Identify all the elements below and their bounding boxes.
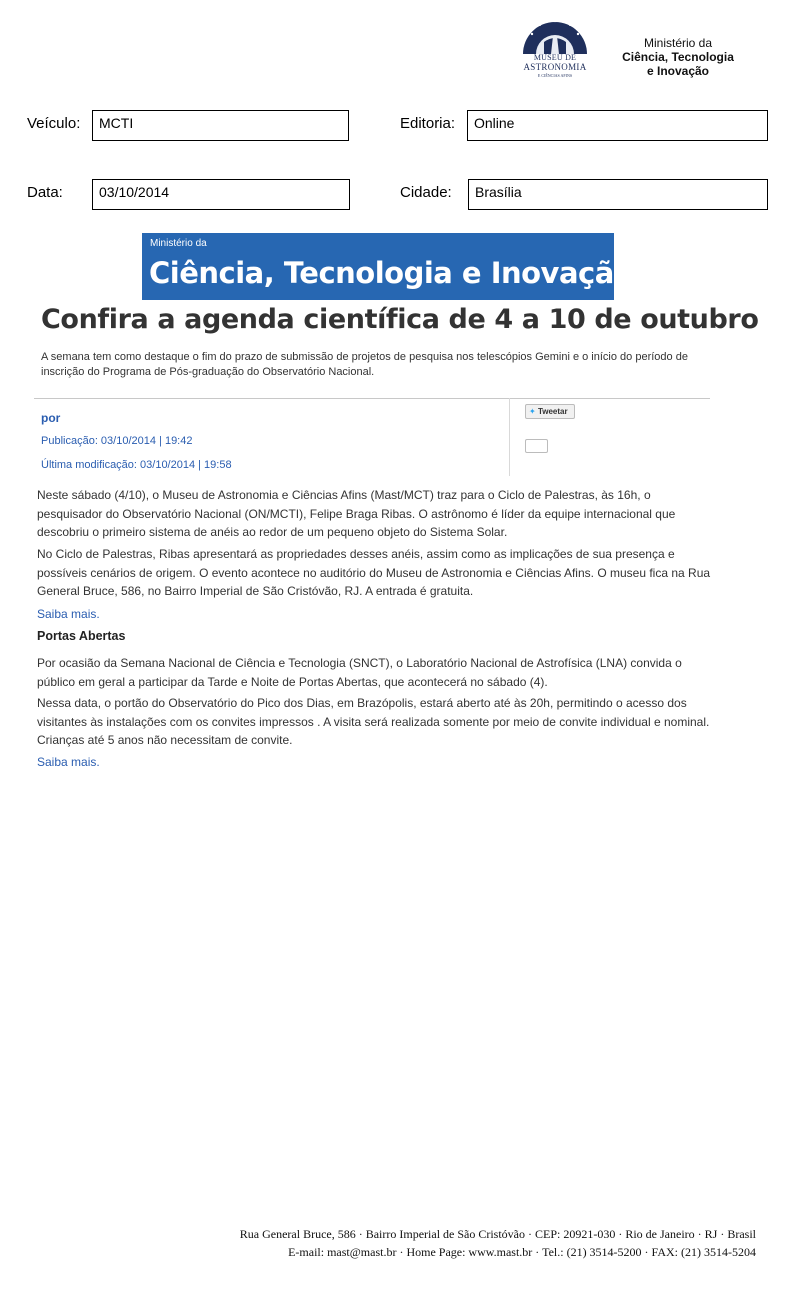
banner-small-text: Ministério da [150, 238, 207, 249]
divider-vertical [509, 398, 510, 476]
cidade-label: Cidade: [400, 184, 452, 201]
observatory-dome-icon [518, 14, 592, 54]
cidade-field: Brasília [468, 179, 768, 210]
article-lead: A semana tem como destaque o fim do prazo de submissão de projetos de pesquisa nos telescópios Gemini e o início do período de inscrição do Programa de Pós-graduação do Observatório Nacional. [41, 351, 688, 378]
article-paragraph: Nessa data, o portão do Observatório do Pico dos Dias, em Brazópolis, estará aberto até às 20h, permitindo o acesso dos visitantes às instalações com os convites impressos . A visita será realizada somente por meio de convite individual e nominal. Crianças até 5 anos não necessitam de convite. [37, 696, 710, 747]
editoria-label: Editoria: [400, 115, 456, 132]
modification-date: Última modificação: 03/10/2014 | 19:58 [41, 459, 232, 471]
footer-address: Rua General Bruce, 586 · Bairro Imperial de São Cristóvão · CEP: 20921-030 · Rio de Janeiro · RJ · Brasil [239, 1227, 756, 1241]
footer-contact: E-mail: mast@mast.br · Home Page: www.mast.br · Tel.: (21) 3514-5200 · FAX: (21) 3514-5204 [288, 1245, 756, 1259]
twitter-bird-icon: ✦ [529, 407, 536, 416]
logo-text-line1: MUSEU DE [533, 53, 577, 62]
publication-date: Publicação: 03/10/2014 | 19:42 [41, 435, 193, 447]
byline[interactable]: por [41, 411, 61, 425]
logo-text-line3: E CIÊNCIAS AFINS [537, 73, 573, 78]
section-heading: Portas Abertas [37, 629, 126, 643]
ministerio-logo-line1: Ministério da [643, 36, 713, 50]
veiculo-label: Veículo: [27, 115, 81, 132]
article-headline: Confira a agenda científica de 4 a 10 de outubro [41, 304, 759, 335]
ministerio-logo-line3: e Inovação [646, 64, 710, 78]
share-button[interactable] [525, 439, 548, 453]
banner-title: Ciência, Tecnologia e Inovação [149, 256, 634, 290]
tweet-button[interactable] [525, 404, 575, 419]
tweet-button-label: Tweetar [537, 407, 568, 416]
editoria-field: Online [467, 110, 768, 141]
ministerio-logo-line2: Ciência, Tecnologia [622, 50, 734, 64]
data-label: Data: [27, 184, 63, 201]
saiba-mais-link[interactable]: Saiba mais. [37, 607, 100, 621]
article-paragraph: Por ocasião da Semana Nacional de Ciência e Tecnologia (SNCT), o Laboratório Nacional de Astrofísica (LNA) convida o público em geral a participar da Tarde e Noite de Portas Abertas, que acontecerá no sábado (4). [37, 656, 682, 689]
article-paragraph: No Ciclo de Palestras, Ribas apresentará as propriedades desses anéis, assim como as implicações de sua presença e possíveis cenários de origem. O evento acontece no auditório do Museu de Astronomia e Ciências Afins. O museu fica na Rua General Bruce, 586, no Bairro Imperial de São Cristóvão, RJ. A entrada é gratuita. [37, 547, 711, 598]
saiba-mais-link[interactable]: Saiba mais. [37, 755, 100, 769]
ministerio-banner [142, 233, 634, 300]
article-paragraph: Neste sábado (4/10), o Museu de Astronomia e Ciências Afins (Mast/MCT) traz para o Ciclo de Palestras, às 16h, o pesquisador do Observatório Nacional (ON/MCTI), Felipe Braga Ribas. O astrônomo é líder da equipe internacional que descobriu o primeiro sistema de anéis ao redor de um pequeno objeto do Sistema Solar. [37, 488, 676, 539]
ministerio-logo [608, 36, 748, 78]
divider [34, 398, 710, 399]
logo-text-line2: ASTRONOMIA [523, 62, 587, 72]
veiculo-field: MCTI [92, 110, 349, 141]
data-field: 03/10/2014 [92, 179, 350, 210]
museu-astronomia-logo [518, 14, 592, 86]
